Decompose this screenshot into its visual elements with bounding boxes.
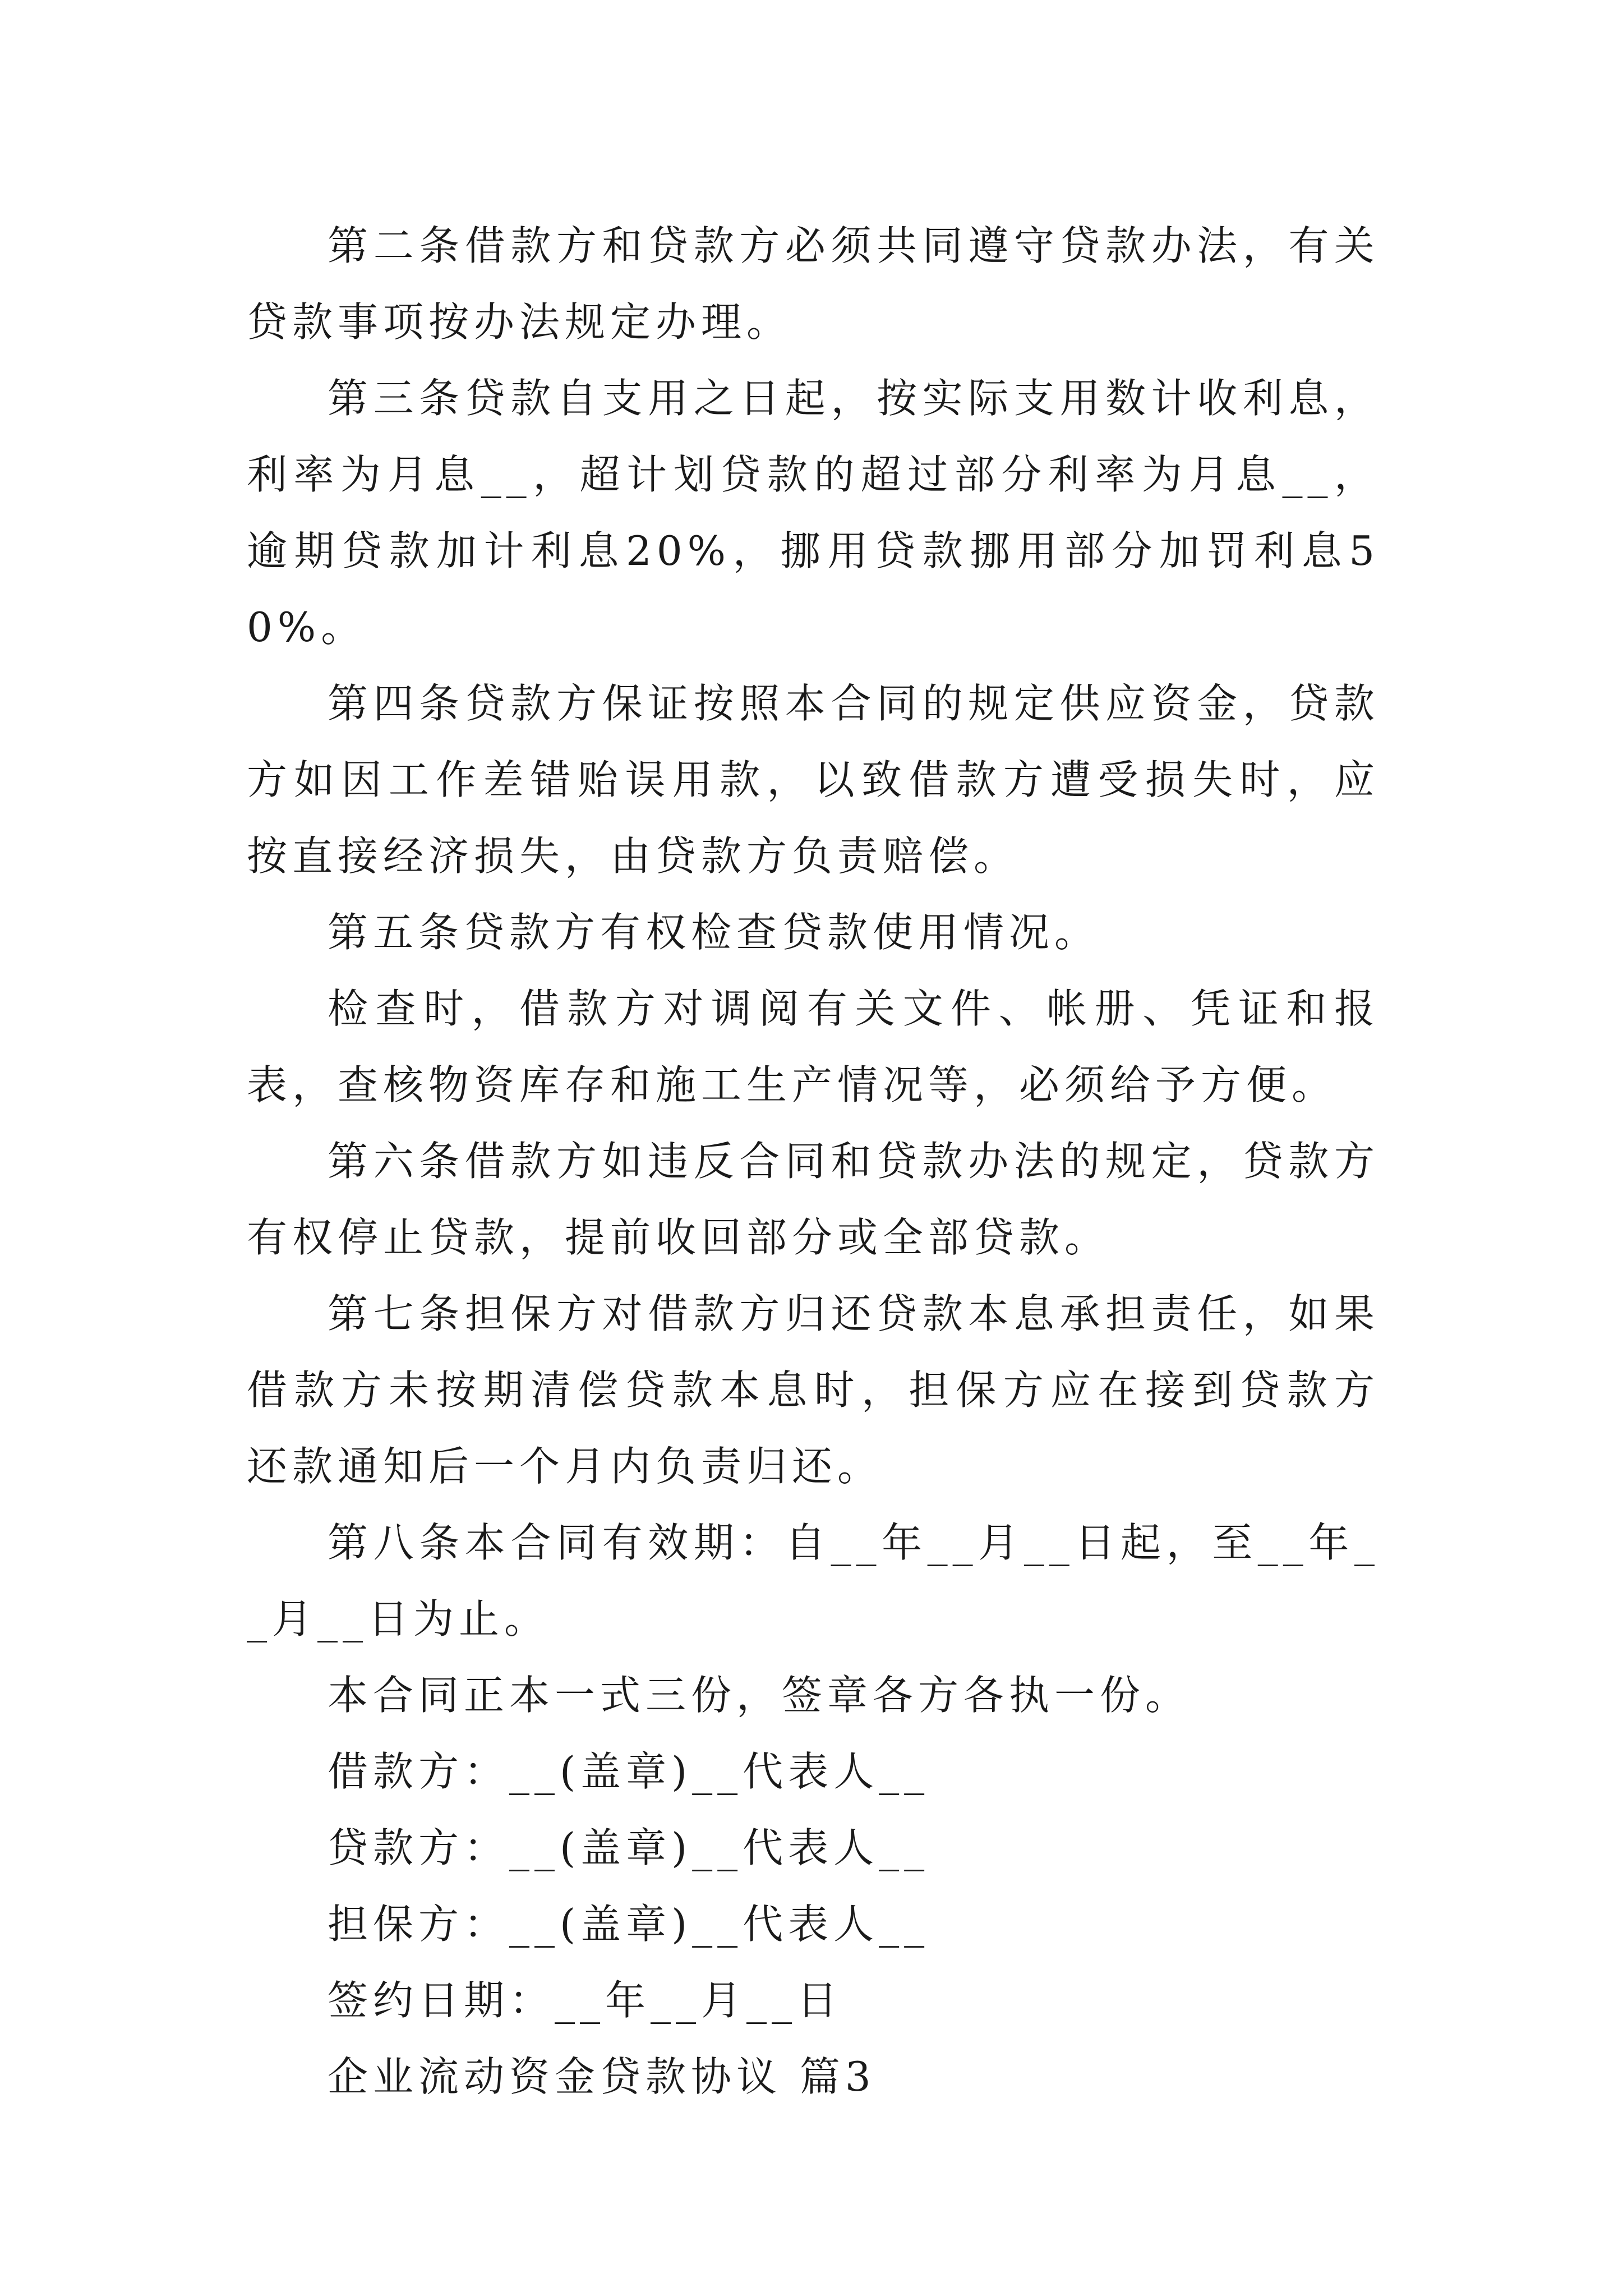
clause-2: 第二条借款方和贷款方必须共同遵守贷款办法，有关贷款事项按办法规定办理。: [247, 222, 1380, 346]
section-heading: 企业流动资金贷款协议 篇3: [328, 2053, 876, 2100]
clause-8: 第八条本合同有效期：自__年__月__日起，至__年__月__日为止。: [247, 1519, 1380, 1642]
clause-5: 第五条贷款方有权检查贷款使用情况。: [328, 909, 1100, 956]
clause-6: 第六条借款方如违反合同和贷款办法的规定，贷款方有权停止贷款，提前收回部分或全部贷款。: [247, 1138, 1380, 1261]
copies-paragraph: 本合同正本一式三份，签章各方各执一份。: [328, 1672, 1191, 1719]
clause-4: 第四条贷款方保证按照本合同的规定供应资金，贷款方如因工作差错贻误用款，以致借款方遭受损失时，应按直接经济损失，由贷款方负责赔偿。: [247, 680, 1380, 880]
guarantor-signature-line: 担保方：__(盖章)__代表人__: [328, 1901, 930, 1948]
document-body: [247, 208, 1380, 2115]
lender-signature-line: 贷款方：__(盖章)__代表人__: [328, 1824, 930, 1871]
clause-7: 第七条担保方对借款方归还贷款本息承担责任，如果借款方未按期清偿贷款本息时，担保方应在接到贷款方还款通知后一个月内负责归还。: [247, 1290, 1380, 1490]
signing-date-line: 签约日期：__年__月__日: [328, 1977, 843, 2024]
clause-3: 第三条贷款自支用之日起，按实际支用数计收利息，利率为月息__，超计划贷款的超过部分利率为月息__，逾期贷款加计利息20%，挪用贷款挪用部分加罚利息50%。: [247, 375, 1380, 651]
inspection-paragraph: 检查时，借款方对调阅有关文件、帐册、凭证和报表，查核物资库存和施工生产情况等，必须给予方便。: [247, 985, 1380, 1108]
borrower-signature-line: 借款方：__(盖章)__代表人__: [328, 1748, 930, 1795]
